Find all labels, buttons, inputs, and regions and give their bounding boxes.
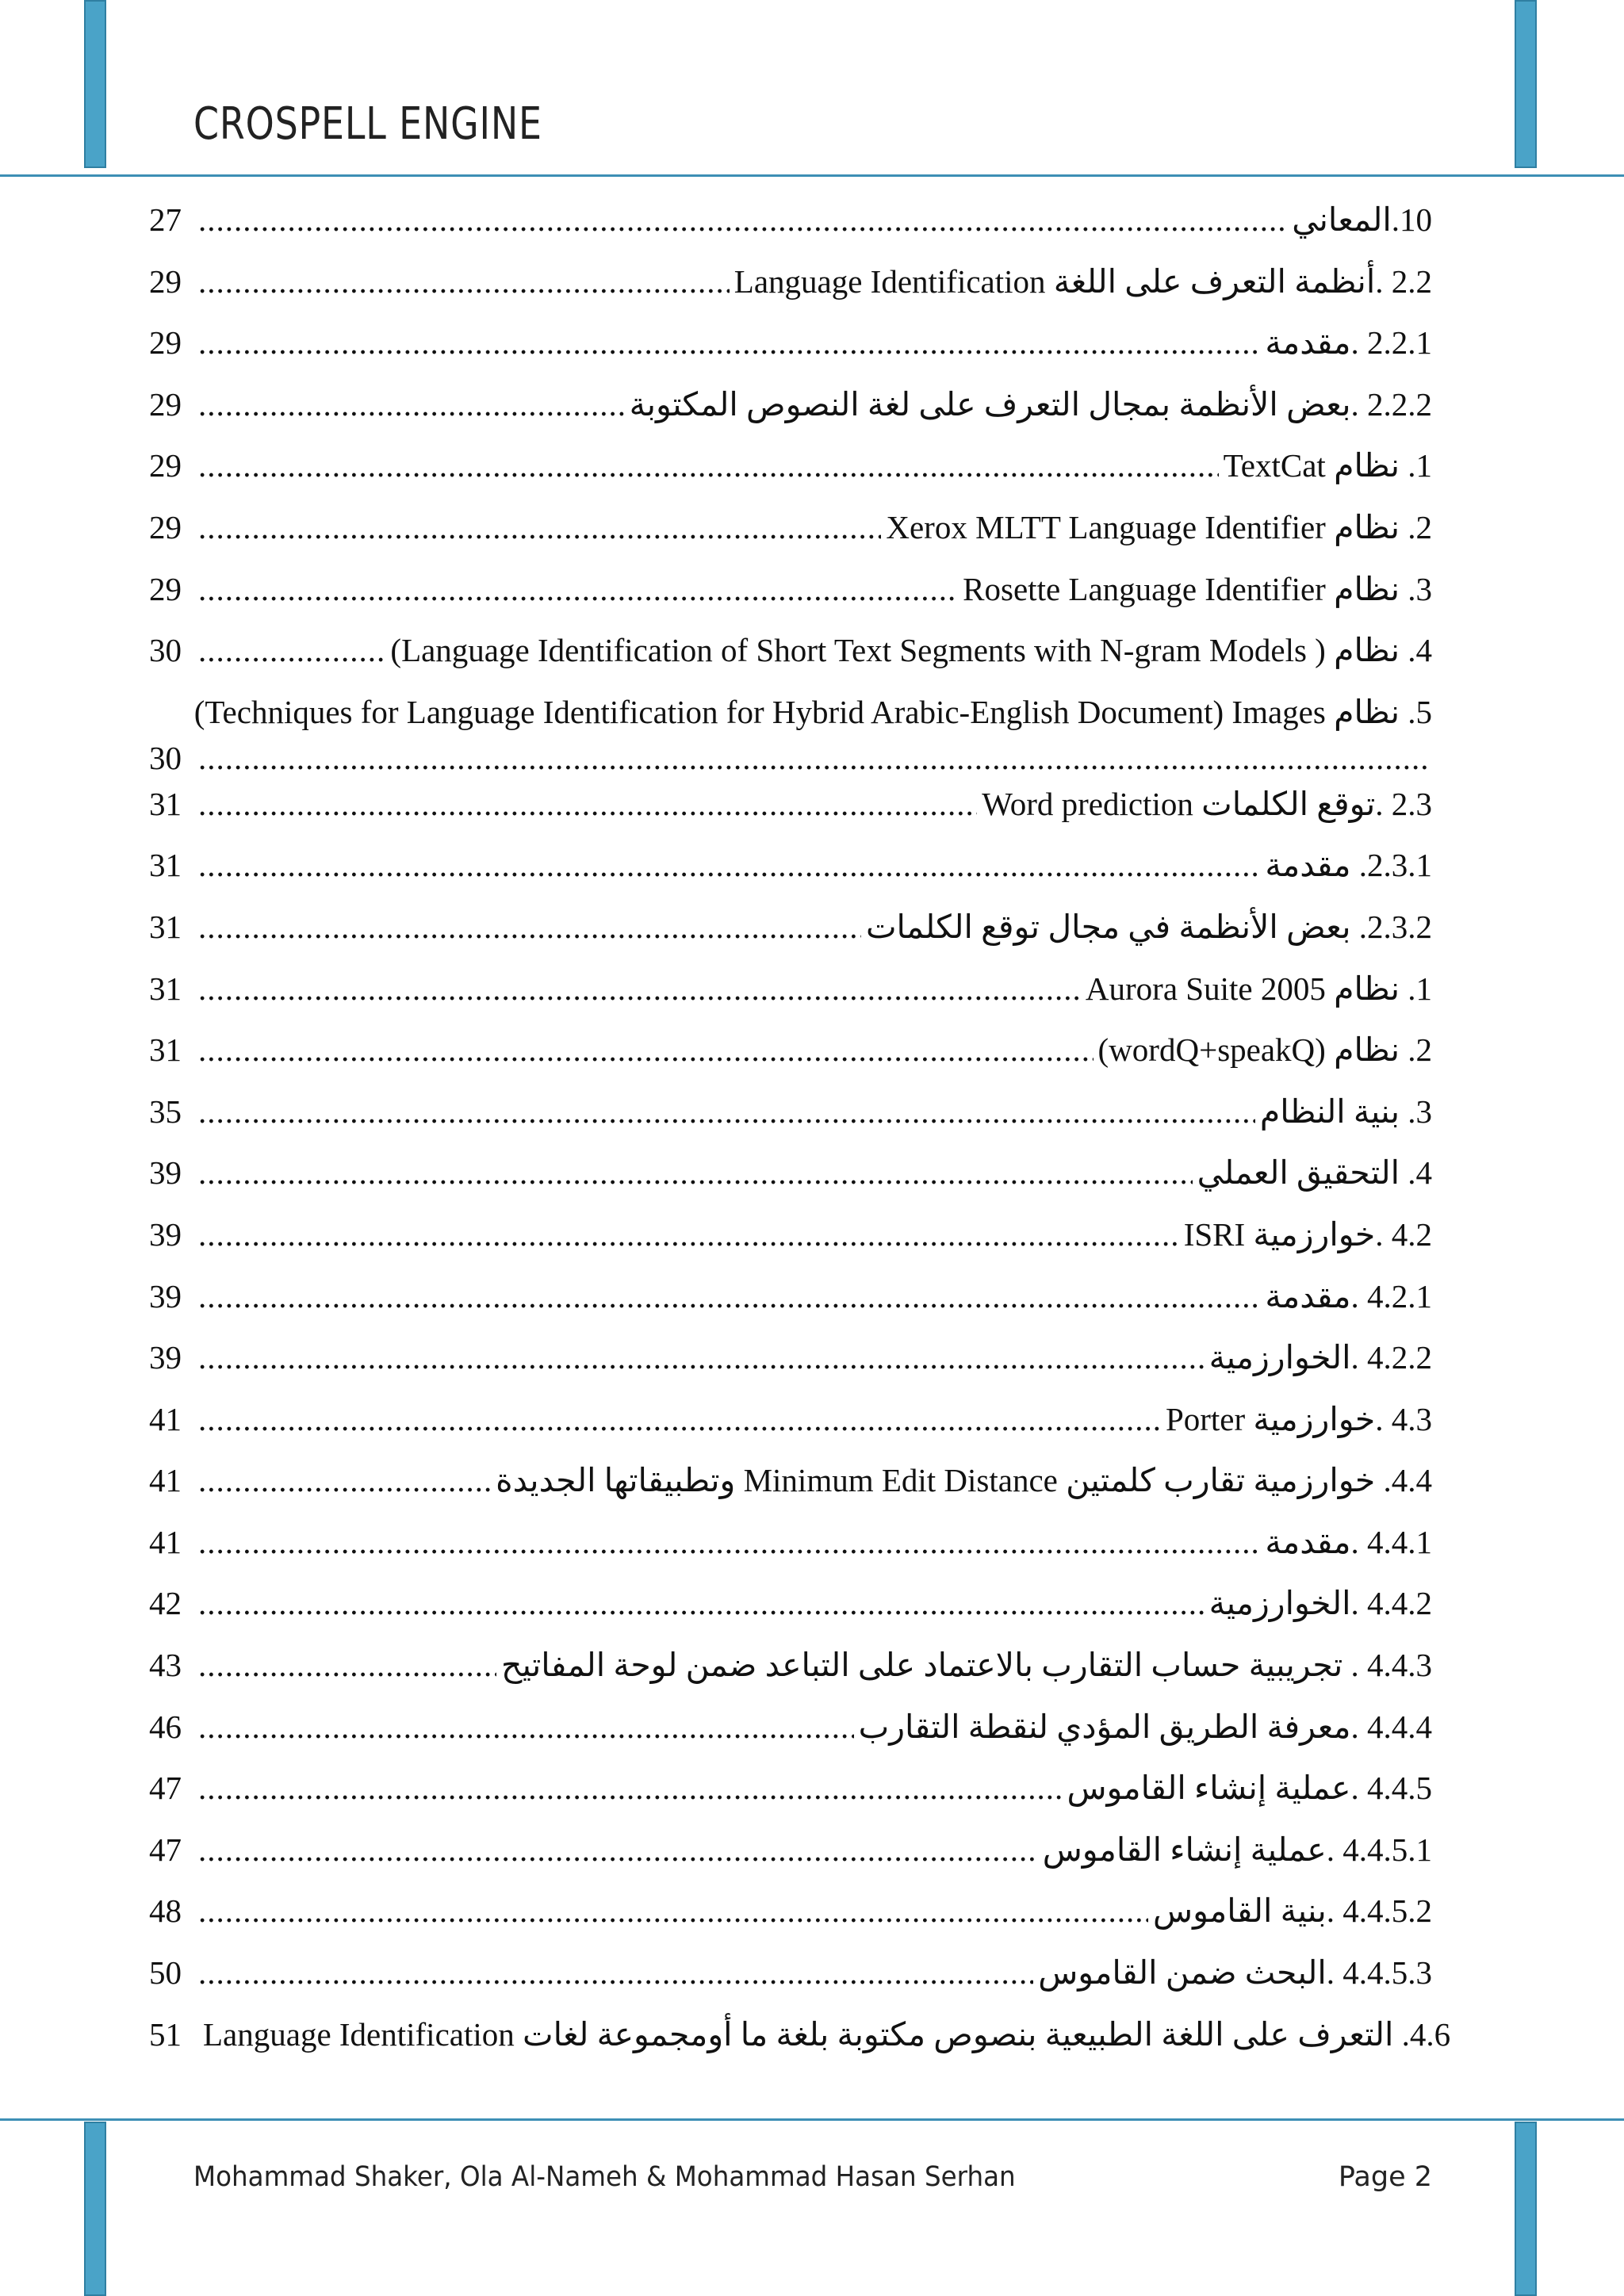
toc-entry-title: 4.4.1 .مقدمة [1265, 1523, 1432, 1560]
toc-entry-page: 30 [149, 632, 182, 669]
header-title: CROSPELL ENGINE [193, 98, 542, 150]
toc-entry-page: 41 [149, 1462, 182, 1499]
dot-leader [198, 788, 977, 821]
toc-entry-page: 29 [149, 385, 182, 423]
toc-row[interactable] [149, 1215, 1432, 1280]
dot-leader [198, 1341, 1205, 1374]
toc-entry-page: 47 [149, 1770, 182, 1807]
toc-entry-page: 51 [149, 2015, 182, 2053]
toc-row[interactable] [149, 1277, 1432, 1342]
toc-row[interactable] [149, 1523, 1432, 1588]
toc-row[interactable] [149, 1708, 1432, 1773]
bottom-right-accent-bar [1515, 2122, 1537, 2296]
toc-entry-title: 2.3.1. مقدمة [1265, 847, 1432, 884]
dot-leader [198, 742, 1427, 775]
toc-entry-page: 39 [149, 1154, 182, 1192]
toc-entry-title: 4.2.1 .مقدمة [1265, 1277, 1432, 1314]
toc-entry-title: 5. نظام Techniques for Language Identification for Hybrid Arabic-English Document) Images) [193, 693, 1432, 730]
toc-entry-title: 4. نظام ( Language Identification of Short Text Segments with N-gram Models) [390, 632, 1432, 669]
toc-entry-title: 4.3 .خوارزمية Porter [1165, 1400, 1432, 1437]
toc-entry-page: 35 [149, 1093, 182, 1130]
toc-row[interactable] [149, 201, 1432, 266]
dot-leader [198, 327, 1260, 359]
dot-leader [198, 1772, 1062, 1804]
toc-entry-page: 50 [149, 1954, 182, 1992]
toc-entry-title: 3. بنية النظام [1259, 1093, 1432, 1130]
toc-entry-page: 31 [149, 970, 182, 1007]
toc-row[interactable] [149, 1772, 1432, 1834]
toc-entry-page: 42 [149, 1585, 182, 1622]
dot-leader [198, 1711, 854, 1743]
dot-leader [198, 511, 881, 544]
toc-row[interactable] [149, 1031, 1432, 1096]
toc-row[interactable] [149, 1093, 1432, 1158]
toc-entry-page: 39 [149, 1215, 182, 1253]
toc-entry-page: 41 [149, 1400, 182, 1437]
toc-entry-page: 27 [149, 201, 182, 238]
toc-row[interactable] [149, 908, 1432, 973]
toc-entry-page: 31 [149, 908, 182, 945]
toc-row[interactable] [149, 970, 1432, 1035]
dot-leader [198, 388, 625, 421]
dot-leader [198, 1157, 1193, 1189]
dot-leader [198, 1096, 1255, 1128]
header-rule [0, 174, 1624, 177]
toc-entry-page: 29 [149, 570, 182, 607]
dot-leader [198, 911, 861, 943]
dot-leader [198, 1957, 1033, 1989]
toc-row[interactable] [149, 1154, 1432, 1219]
bottom-left-accent-bar [84, 2122, 106, 2296]
dot-leader [198, 1280, 1260, 1313]
footer-authors: Mohammad Shaker, Ola Al-Nameh & Mohammad Hasan Serhan [193, 2161, 1016, 2193]
toc-entry-title: 4. التحقيق العملي [1197, 1154, 1432, 1192]
toc-entry-title: 4.4.5 .عملية إنشاء القاموس [1067, 1770, 1432, 1807]
toc-row[interactable] [149, 2015, 1451, 2080]
toc-entry-title: 4.4.4 .معرفة الطريق المؤدي لنقطة التقارب [858, 1708, 1432, 1745]
toc-row[interactable] [149, 1892, 1432, 1957]
toc-entry-page: 48 [149, 1892, 182, 1930]
toc-row[interactable] [149, 324, 1432, 388]
dot-leader [198, 266, 730, 298]
toc-entry-title: 2.3 .توقع الكلمات Word prediction [982, 785, 1432, 822]
toc-entry-page: 29 [149, 262, 182, 300]
toc-entry-page: 29 [149, 324, 182, 362]
toc-entry-title: 4.2.2 .الخوارزمية [1208, 1339, 1432, 1376]
toc-entry-title: 4.4.5.3 .البحث ضمن القاموس [1038, 1954, 1432, 1992]
toc-entry-title: 10.المعاني [1292, 201, 1432, 238]
toc-entry-title: 4.4.2 .الخوارزمية [1208, 1585, 1432, 1622]
toc-row[interactable] [149, 1587, 1432, 1649]
toc-entry-page: 43 [149, 1647, 182, 1684]
toc-row[interactable] [149, 1341, 1432, 1403]
toc-entry-title: 4.6. التعرف على اللغة الطبيعية بنصوص مكتوبة بلغة ما أومجموعة لغات Language Identification [203, 2015, 1451, 2053]
toc-entry-page: 29 [149, 447, 182, 484]
toc-entry-page: 41 [149, 1523, 182, 1560]
dot-leader [198, 573, 958, 606]
toc-entry-page: 31 [149, 1031, 182, 1069]
table-of-contents [149, 201, 1451, 2080]
toc-row[interactable] [149, 849, 1432, 911]
toc-entry-title: 4.2 .خوارزمية ISRI [1183, 1215, 1432, 1253]
dot-leader [198, 1464, 491, 1497]
toc-entry-title: 2.2 .أنظمة التعرف على اللغة Language Identification [733, 262, 1432, 300]
top-right-accent-bar [1515, 0, 1537, 168]
dot-leader [198, 1219, 1179, 1251]
toc-entry-title: 2. نظام Xerox MLTT Language Identifier [886, 508, 1432, 545]
toc-entry-page: 39 [149, 1277, 182, 1314]
dot-leader [198, 1895, 1148, 1927]
dot-leader [198, 1649, 496, 1682]
toc-row[interactable] [149, 634, 1432, 696]
toc-entry-title: 4.4. خوارزمية تقارب كلمتين Minimum Edit Distance وتطبيقاتها الجديدة [496, 1462, 1432, 1499]
toc-entry-page: 47 [149, 1831, 182, 1868]
toc-entry-page: 30 [149, 739, 182, 776]
dot-leader [198, 849, 1260, 882]
dot-leader [198, 634, 385, 667]
toc-entry-page: 31 [149, 785, 182, 822]
toc-entry-title: 1. نظام TextCat [1223, 447, 1432, 484]
top-left-accent-bar [84, 0, 106, 168]
dot-leader [198, 1034, 1094, 1066]
toc-row[interactable] [149, 1831, 1432, 1896]
dot-leader [198, 1403, 1161, 1436]
toc-entry-title: 2.3.2. بعض الأنظمة في مجال توقع الكلمات [865, 908, 1432, 945]
toc-row[interactable] [149, 262, 1432, 327]
toc-entry-title: 4.4.5.2 .بنية القاموس [1153, 1892, 1432, 1930]
toc-entry-page: 31 [149, 847, 182, 884]
dot-leader [198, 1834, 1038, 1866]
dot-leader [198, 973, 1081, 1005]
toc-row[interactable] [149, 508, 1432, 573]
toc-row[interactable] [149, 785, 1432, 850]
footer-page-label: Page 2 [1338, 2161, 1432, 2193]
toc-entry-title: 3. نظام Rosette Language Identifier [963, 570, 1432, 607]
toc-entry-page: 29 [149, 508, 182, 545]
dot-leader [198, 204, 1287, 236]
dot-leader [198, 1587, 1205, 1620]
footer-rule [0, 2118, 1624, 2121]
toc-entry-title: 4.4.3 . تجريبية حساب التقارب بالاعتماد على التباعد ضمن لوحة المفاتيح [501, 1647, 1432, 1684]
toc-entry-title: 1. نظام Aurora Suite 2005 [1085, 970, 1432, 1007]
toc-entry-title: 4.4.5.1 .عملية إنشاء القاموس [1042, 1831, 1432, 1868]
toc-row[interactable] [149, 693, 1432, 788]
toc-entry-page: 46 [149, 1708, 182, 1745]
dot-leader [198, 450, 1219, 482]
toc-row[interactable] [149, 1400, 1432, 1465]
toc-row[interactable] [149, 1464, 1432, 1526]
toc-entry-title: 2.2.2 .بعض الأنظمة بمجال التعرف على لغة النصوص المكتوبة [629, 385, 1432, 423]
toc-entry-title: 2.2.1 .مقدمة [1265, 324, 1432, 362]
toc-entry-page: 39 [149, 1339, 182, 1376]
dot-leader [198, 1526, 1260, 1559]
toc-row[interactable] [149, 385, 1432, 450]
toc-row[interactable] [149, 1954, 1432, 2019]
toc-row[interactable] [149, 447, 1432, 511]
toc-row[interactable] [149, 1649, 1432, 1711]
toc-entry-title: 2. نظام (wordQ+speakQ) [1097, 1031, 1432, 1069]
toc-row[interactable] [149, 570, 1432, 635]
